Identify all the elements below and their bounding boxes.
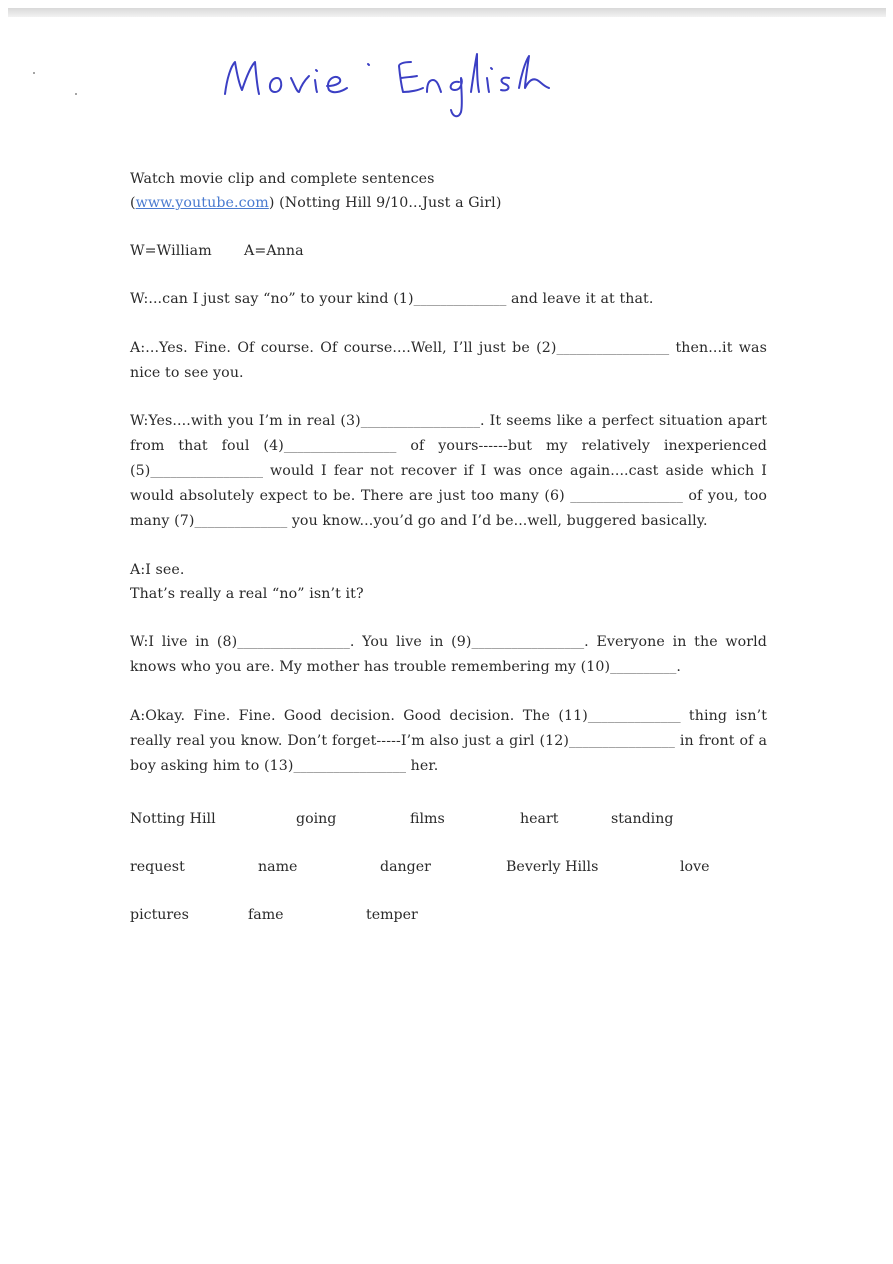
dialogue-line-5: W:I live in (8)_________________. You live in (9)_________________. Everyone in the world knows who you are. My mother has trouble remembering my (10)__________. — [130, 634, 767, 675]
word-bank-item: heart — [520, 811, 559, 827]
word-bank — [130, 811, 770, 955]
word-bank-item: love — [680, 859, 710, 875]
youtube-link[interactable]: www.youtube.com — [135, 195, 269, 211]
dialogue-line-4a: A:I see. — [130, 562, 185, 578]
answer-blank-6[interactable]: _________________ — [570, 490, 683, 503]
answer-blank-2[interactable]: _________________ — [556, 342, 670, 355]
word-bank-item: standing — [611, 811, 674, 827]
scan-edge-shadow — [8, 8, 886, 17]
answer-blank-3[interactable]: __________________ — [360, 415, 480, 428]
dialogue-line-1: W:...can I just say “no” to your kind (1)______________ and leave it at that. — [130, 291, 654, 307]
word-bank-row — [130, 907, 770, 955]
word-bank-row — [130, 859, 770, 907]
word-bank-item: fame — [248, 907, 284, 923]
word-bank-item: request — [130, 859, 185, 875]
answer-blank-10[interactable]: __________ — [610, 661, 677, 674]
speaker-key — [130, 239, 767, 263]
word-bank-item: name — [258, 859, 298, 875]
word-bank-item: pictures — [130, 907, 189, 923]
answer-blank-11[interactable]: ______________ — [587, 710, 681, 723]
dialogue-line-6: A:Okay. Fine. Fine. Good decision. Good decision. The (11)______________ thing isn’t really real you know. Don’t forget-----I’m also just a girl (12)________________ in front of a boy asking him to (13)_________________ her. — [130, 708, 768, 774]
instructions: Watch movie clip and complete sentences — [130, 171, 435, 187]
answer-blank-4[interactable]: _________________ — [283, 440, 397, 453]
speaker-william: W=William — [130, 243, 212, 259]
answer-blank-1[interactable]: ______________ — [413, 293, 507, 306]
answer-blank-12[interactable]: ________________ — [568, 735, 675, 748]
word-bank-item: temper — [366, 907, 418, 923]
word-bank-item: danger — [380, 859, 431, 875]
source-line: (www.youtube.com) (Notting Hill 9/10...Just a Girl) — [130, 195, 502, 211]
word-bank-row — [130, 811, 770, 859]
scan-speck — [33, 72, 35, 74]
scan-speck — [75, 93, 77, 95]
dialogue-line-3: W:Yes....with you I’m in real (3)__________________. It seems like a perfect situation apart from that foul (4)_________________ of yours------but my relatively inexperienced (5)_________________ would I fear not recover if I was once again....cast aside which I would absolutely expect to be. There are just too many (6) _________________ of you, too many (7)______________ you know...you’d go and I’d be...well, buggered basically. — [130, 413, 768, 529]
answer-blank-8[interactable]: _________________ — [237, 636, 350, 649]
answer-blank-9[interactable]: _________________ — [471, 636, 585, 649]
dialogue-line-2: A:...Yes. Fine. Of course. Of course....Well, I’ll just be (2)_________________ then...it was nice to see you. — [130, 340, 767, 381]
handwritten-title — [215, 48, 565, 128]
speaker-anna: A=Anna — [244, 243, 304, 259]
answer-blank-5[interactable]: _________________ — [150, 465, 263, 478]
worksheet-content — [130, 167, 767, 803]
word-bank-item: going — [296, 811, 337, 827]
word-bank-item: Notting Hill — [130, 811, 216, 827]
word-bank-item: films — [410, 811, 445, 827]
dialogue-line-4b: That’s really a real “no” isn’t it? — [130, 586, 364, 602]
answer-blank-13[interactable]: _________________ — [293, 760, 407, 773]
answer-blank-7[interactable]: ______________ — [194, 515, 288, 528]
word-bank-item: Beverly Hills — [506, 859, 599, 875]
